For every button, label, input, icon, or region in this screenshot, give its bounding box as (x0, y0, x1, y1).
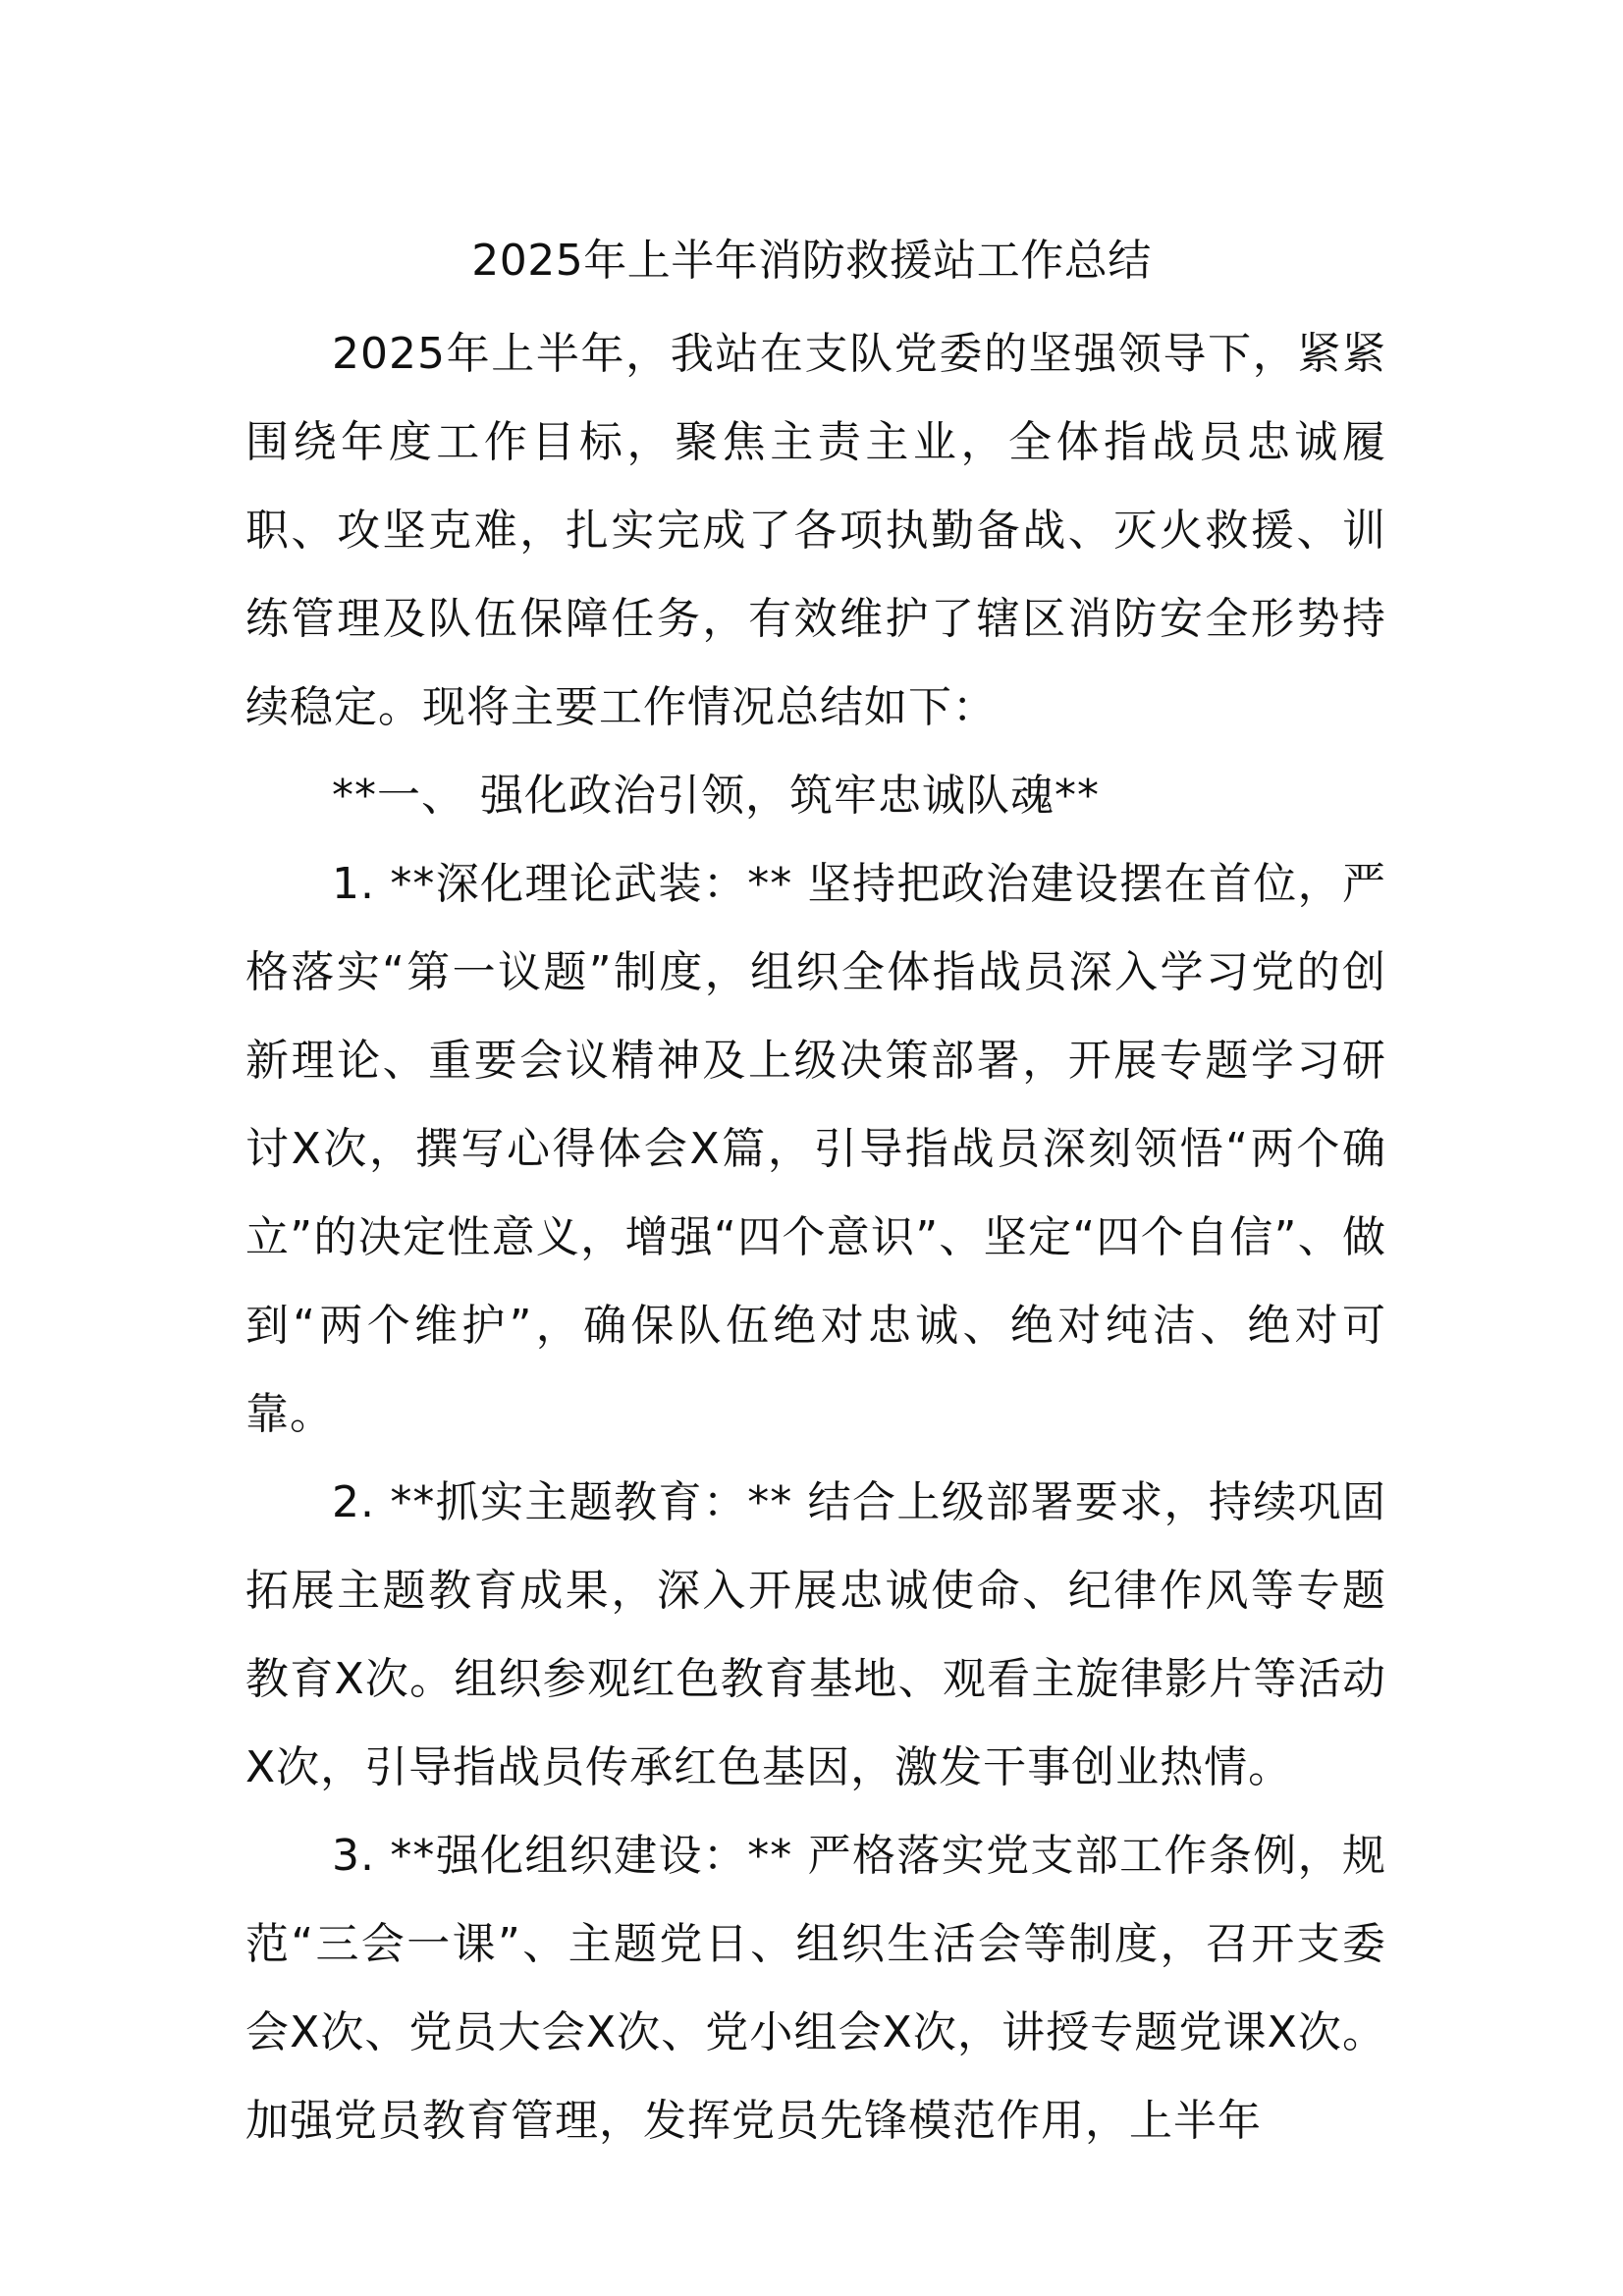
list-item: 3. **强化组织建设：** 严格落实党支部工作条例，规范“三会一课”、主题党日、组织生活会等制度，召开支委会X次、党员大会X次、党小组会X次，讲授专题党课X次。加强党员教育管理，发挥党员先锋模范作用，上半年 (245, 1831, 1386, 2146)
intro-paragraph: 2025年上半年，我站在支队党委的坚强领导下，紧紧围绕年度工作目标，聚焦主责主业，全体指战员忠诚履职、攻坚克难，扎实完成了各项执勤备战、灭火救援、训练管理及队伍保障任务，有效维护了辖区消防安全形势持续稳定。现将主要工作情况总结如下： (245, 329, 1386, 732)
document-title: 2025年上半年消防救援站工作总结 (471, 236, 1152, 286)
section-heading: **一、 强化政治引领，筑牢忠诚队魂** (332, 771, 1100, 821)
list-item: 2. **抓实主题教育：** 结合上级部署要求，持续巩固拓展主题教育成果，深入开展忠诚使命、纪律作风等专题教育X次。组织参观红色教育基地、观看主旋律影片等活动X次，引导指战员传承红色基因，激发干事创业热情。 (245, 1477, 1386, 1792)
document-body (245, 310, 1386, 2165)
list-item: 1. **深化理论武装：** 坚持把政治建设摆在首位，严格落实“第一议题”制度，组织全体指战员深入学习党的创新理论、重要会议精神及上级决策部署，开展专题学习研讨X次，撰写心得体会X篇，引导指战员深刻领悟“两个确立”的决定性意义，增强“四个意识”、坚定“四个自信”、做到“两个维护”，确保队伍绝对忠诚、绝对纯洁、绝对可靠。 (245, 859, 1386, 1439)
